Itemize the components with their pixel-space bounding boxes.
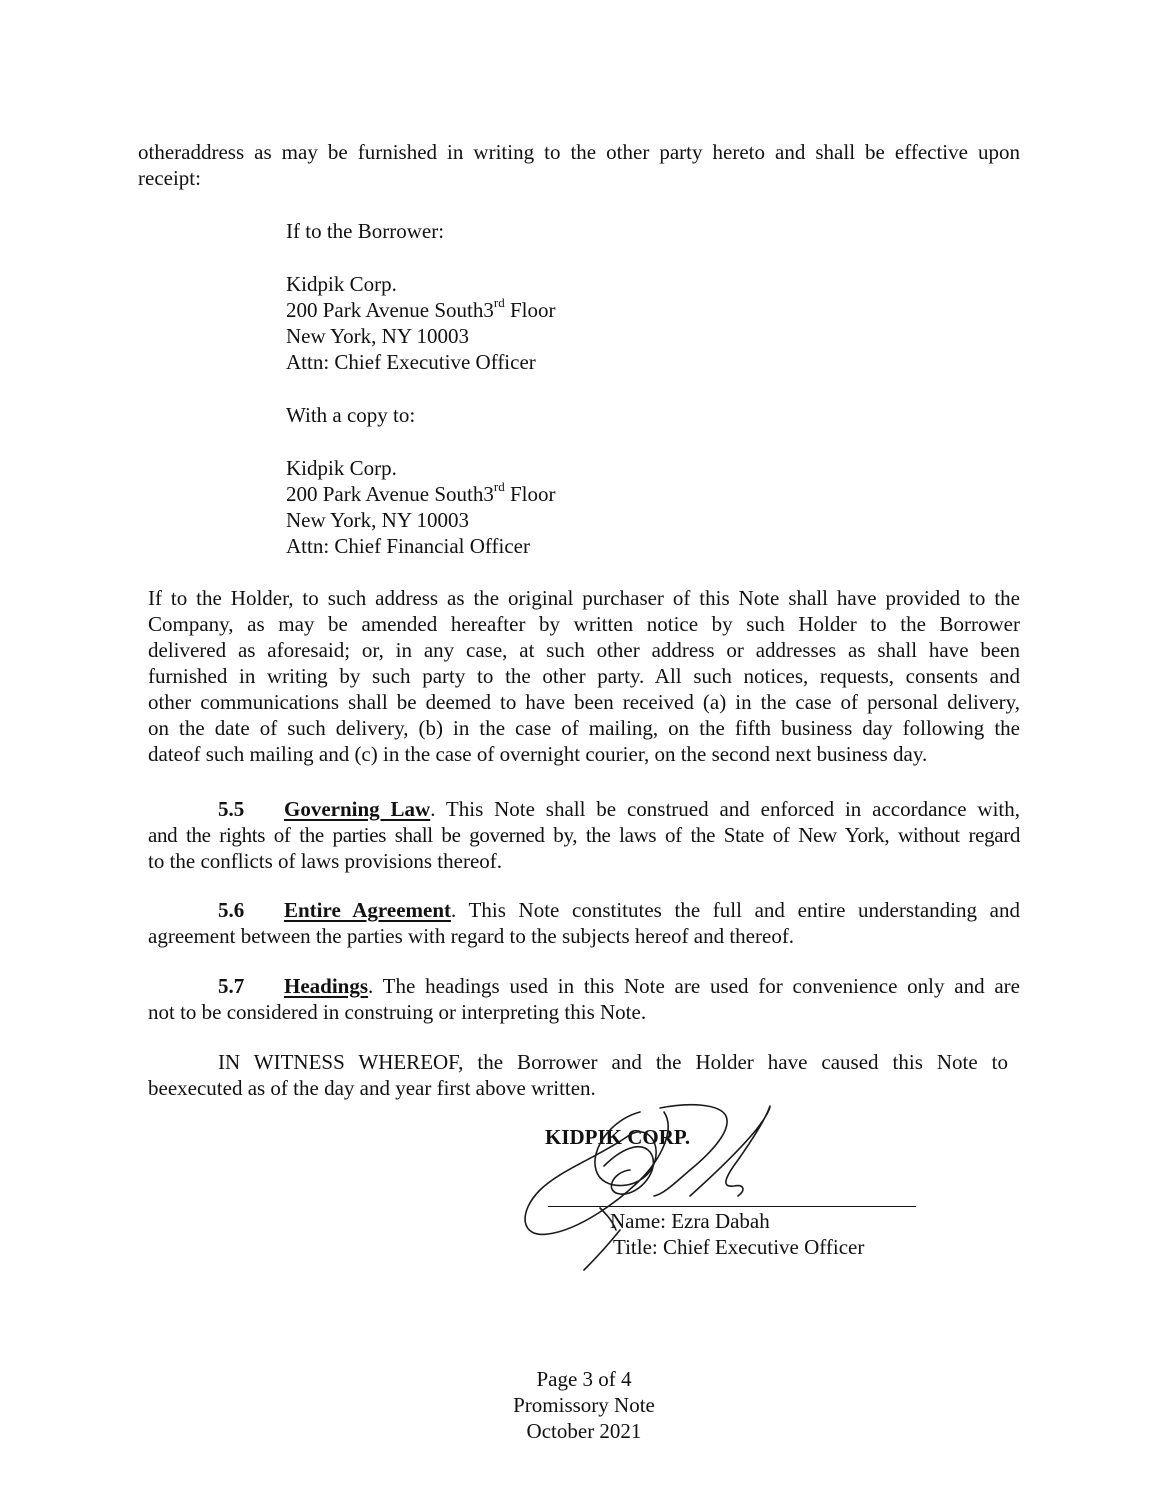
intro-paragraph	[138, 139, 1020, 191]
copy-heading: With a copy to:	[286, 403, 416, 427]
copy-street: 200 Park Avenue South3rd Floor	[286, 479, 556, 506]
holder-line: furnished in writing by such party to the other party. All such notices, requests, consents and	[148, 664, 1020, 688]
copy-address	[286, 455, 555, 559]
document-date: October 2021	[526, 1419, 642, 1443]
document-name: Promissory Note	[513, 1393, 655, 1417]
intro-line: receipt:	[138, 166, 201, 190]
borrower-attn: Attn: Chief Executive Officer	[286, 350, 536, 374]
holder-paragraph	[148, 585, 1020, 767]
section-entire-agreement	[148, 897, 1020, 949]
holder-line: other communications shall be deemed to have been received (a) in the case of personal delivery,	[148, 690, 1020, 714]
holder-line: delivered as aforesaid; or, in any case, at such other address or addresses as shall have been	[148, 638, 1020, 662]
holder-line: on the date of such delivery, (b) in the case of mailing, on the fifth business day following the	[148, 716, 1020, 740]
intro-line: otheraddress as may be furnished in writing to the other party hereto and shall be effective upon	[138, 140, 1020, 164]
section-number: 5.5	[218, 797, 245, 821]
holder-line: If to the Holder, to such address as the original purchaser of this Note shall have provided to the	[148, 586, 1020, 610]
copy-city: New York, NY 10003	[286, 508, 469, 532]
section-line: and the rights of the parties shall be governed by, the laws of the State of New York, without regard	[148, 823, 1020, 847]
section-first-line: 5.7 Headings. The headings used in this Note are used for convenience only and are	[218, 974, 1020, 998]
copy-company: Kidpik Corp.	[286, 456, 397, 480]
section-heading: Governing Law	[284, 797, 431, 821]
section-line: to the conflicts of laws provisions thereof.	[148, 849, 503, 873]
page-number: Page 3 of 4	[536, 1367, 632, 1391]
holder-line: dateof such mailing and (c) in the case of overnight courier, on the second next business day.	[148, 742, 928, 766]
signatory-title: Title: Chief Executive Officer	[613, 1235, 865, 1259]
borrower-company: Kidpik Corp.	[286, 272, 397, 296]
section-governing-law	[148, 796, 1020, 874]
page-footer	[0, 1366, 1168, 1444]
signatory-company: KIDPIK CORP.	[545, 1125, 691, 1149]
witness-paragraph	[148, 1049, 1008, 1101]
borrower-street: 200 Park Avenue South3rd Floor	[286, 295, 556, 322]
section-heading: Headings	[284, 974, 369, 998]
section-number: 5.7	[218, 974, 245, 998]
borrower-address	[286, 271, 555, 375]
borrower-city: New York, NY 10003	[286, 324, 469, 348]
section-headings	[148, 973, 1020, 1025]
section-heading: Entire Agreement	[284, 898, 452, 922]
section-first-line: 5.5 Governing Law. This Note shall be construed and enforced in accordance with,	[218, 797, 1020, 821]
witness-line: IN WITNESS WHEREOF, the Borrower and the Holder have caused this Note to	[218, 1050, 1008, 1074]
section-line: not to be considered in construing or interpreting this Note.	[148, 1000, 647, 1024]
signature-line	[548, 1206, 916, 1207]
section-number: 5.6	[218, 898, 245, 922]
borrower-heading: If to the Borrower:	[286, 219, 445, 243]
witness-line: beexecuted as of the day and year first above written.	[148, 1076, 596, 1100]
signatory-name: Name: Ezra Dabah	[610, 1209, 770, 1233]
section-first-line: 5.6 Entire Agreement. This Note constitutes the full and entire understanding and	[218, 898, 1020, 922]
section-line: agreement between the parties with regard to the subjects hereof and thereof.	[148, 924, 795, 948]
copy-attn: Attn: Chief Financial Officer	[286, 534, 530, 558]
holder-line: Company, as may be amended hereafter by written notice by such Holder to the Borrower	[148, 612, 1020, 636]
